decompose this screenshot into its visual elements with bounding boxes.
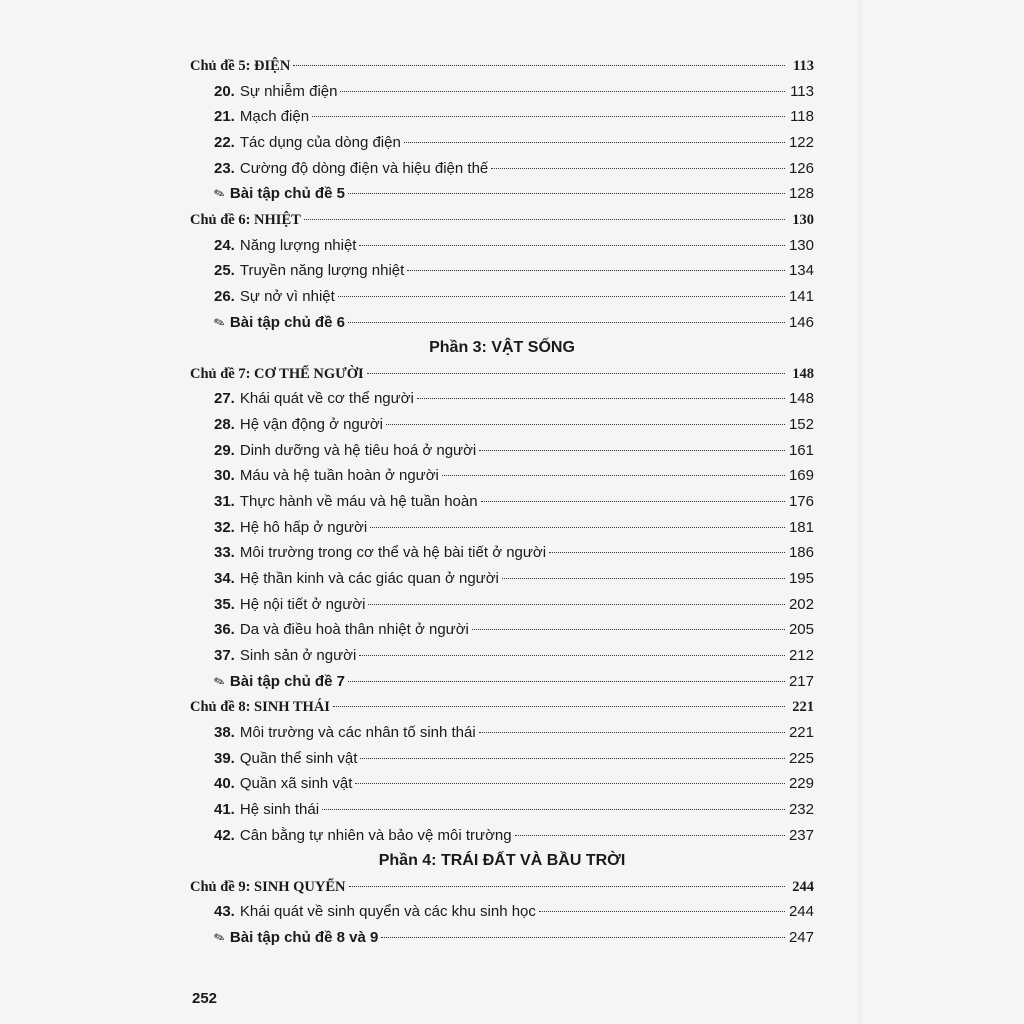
lesson-number: 34.: [214, 570, 235, 587]
dot-leader: [386, 423, 785, 425]
lesson-entry: [190, 542, 814, 564]
lesson-entry: [190, 260, 814, 282]
lesson-entry: [190, 568, 814, 590]
topic-entry: [190, 209, 814, 231]
lesson-entry: [190, 799, 814, 821]
lesson-entry: [190, 106, 814, 128]
dot-leader: [360, 757, 785, 759]
exercise-entry: [190, 312, 814, 334]
dot-leader: [338, 295, 785, 297]
entry-page-number: 244: [788, 903, 814, 920]
entry-title: Truyền năng lượng nhiệt: [239, 262, 405, 279]
topic-entry: [190, 55, 814, 77]
dot-leader: [349, 885, 786, 887]
entry-title: Quần xã sinh vật: [239, 775, 353, 792]
dot-leader: [539, 910, 785, 912]
dot-leader: [348, 321, 785, 323]
dot-leader: [442, 474, 785, 476]
dot-leader: [370, 526, 785, 528]
lesson-entry: [190, 594, 814, 616]
lesson-entry: [190, 901, 814, 923]
entry-page-number: 247: [788, 929, 814, 946]
dot-leader: [359, 654, 785, 656]
lesson-entry: [190, 491, 814, 513]
entry-page-number: 221: [788, 724, 814, 741]
entry-title: Hệ vận động ở người: [239, 416, 383, 433]
lesson-entry: [190, 748, 814, 770]
entry-title: Bài tập chủ đề 5: [229, 185, 345, 202]
entry-title: Bài tập chủ đề 8 và 9: [229, 929, 379, 946]
lesson-number: 33.: [214, 544, 235, 561]
dot-leader: [404, 141, 785, 143]
entry-page-number: 146: [788, 314, 814, 331]
entry-page-number: 141: [788, 288, 814, 305]
lesson-entry: [190, 517, 814, 539]
entry-title: Tác dụng của dòng điện: [239, 134, 401, 151]
entry-page-number: 161: [788, 442, 814, 459]
lesson-entry: [190, 619, 814, 641]
lesson-number: 39.: [214, 750, 235, 767]
lesson-number: 20.: [214, 83, 235, 100]
lesson-number: 38.: [214, 724, 235, 741]
pencil-icon: ✎: [211, 672, 227, 691]
topic-entry: [190, 696, 814, 718]
lesson-number: 25.: [214, 262, 235, 279]
pencil-icon: ✎: [211, 928, 227, 947]
lesson-number: 40.: [214, 775, 235, 792]
entry-page-number: 232: [788, 801, 814, 818]
entry-page-number: 221: [792, 699, 814, 715]
entry-title: Hệ hô hấp ở người: [239, 519, 368, 536]
dot-leader: [367, 372, 785, 374]
exercise-entry: [190, 671, 814, 693]
lesson-number: 22.: [214, 134, 235, 151]
entry-page-number: 229: [788, 775, 814, 792]
part-heading: Phần 4: TRÁI ĐẤT VÀ BẦU TRỜI: [378, 852, 626, 869]
lesson-entry: [190, 388, 814, 410]
entry-page-number: 169: [788, 467, 814, 484]
lesson-entry: [190, 773, 814, 795]
topic-entry: [190, 876, 814, 898]
entry-title: Sự nhiễm điện: [239, 83, 338, 100]
lesson-entry: [190, 825, 814, 847]
lesson-number: 37.: [214, 647, 235, 664]
dot-leader: [502, 577, 785, 579]
entry-title: Hệ sinh thái: [239, 801, 320, 818]
entry-page-number: 148: [788, 390, 814, 407]
dot-leader: [472, 628, 785, 630]
entry-title: Sinh sản ở người: [239, 647, 357, 664]
entry-page-number: 113: [790, 83, 814, 100]
entry-page-number: 148: [792, 366, 814, 382]
exercise-entry: [190, 183, 814, 205]
exercise-entry: [190, 927, 814, 949]
entry-title: Thực hành về máu và hệ tuần hoàn: [239, 493, 478, 510]
dot-leader: [491, 167, 785, 169]
entry-page-number: 205: [788, 621, 814, 638]
entry-title: Hệ nội tiết ở người: [239, 596, 366, 613]
lesson-entry: [190, 81, 814, 103]
lesson-number: 42.: [214, 827, 235, 844]
entry-page-number: 122: [788, 134, 814, 151]
entry-page-number: 237: [788, 827, 814, 844]
dot-leader: [322, 808, 785, 810]
dot-leader: [479, 449, 785, 451]
entry-title: Khái quát về sinh quyển và các khu sinh học: [239, 903, 536, 920]
entry-title: Bài tập chủ đề 6: [229, 314, 345, 331]
entry-title: Khái quát về cơ thể người: [239, 390, 414, 407]
lesson-entry: [190, 645, 814, 667]
lesson-number: 21.: [214, 108, 235, 125]
entry-page-number: 186: [788, 544, 814, 561]
entry-title: Môi trường trong cơ thể và hệ bài tiết ở người: [239, 544, 547, 561]
entry-page-number: 225: [788, 750, 814, 767]
lesson-number: 32.: [214, 519, 235, 536]
entry-page-number: 134: [788, 262, 814, 279]
entry-page-number: 130: [792, 212, 814, 228]
dot-leader: [381, 936, 785, 938]
dot-leader: [340, 90, 785, 92]
dot-leader: [407, 269, 785, 271]
entry-page-number: 113: [793, 58, 814, 74]
entry-page-number: 202: [788, 596, 814, 613]
part-heading: Phần 3: VẬT SỐNG: [429, 339, 575, 356]
lesson-number: 41.: [214, 801, 235, 818]
entry-page-number: 217: [788, 673, 814, 690]
entry-title: Năng lượng nhiệt: [239, 237, 357, 254]
lesson-entry: [190, 414, 814, 436]
dot-leader: [348, 680, 785, 682]
entry-page-number: 118: [790, 108, 814, 125]
entry-title: Chủ đề 8: SINH THÁI: [190, 699, 330, 715]
entry-title: Hệ thần kinh và các giác quan ở người: [239, 570, 499, 587]
entry-title: Chủ đề 6: NHIỆT: [190, 212, 301, 228]
dot-leader: [355, 782, 785, 784]
entry-title: Cân bằng tự nhiên và bảo vệ môi trường: [239, 827, 512, 844]
lesson-entry: [190, 465, 814, 487]
dot-leader: [368, 603, 785, 605]
lesson-number: 24.: [214, 237, 235, 254]
entry-title: Sự nở vì nhiệt: [239, 288, 335, 305]
dot-leader: [515, 834, 785, 836]
lesson-number: 35.: [214, 596, 235, 613]
lesson-number: 27.: [214, 390, 235, 407]
pencil-icon: ✎: [211, 313, 227, 332]
dot-leader: [312, 115, 785, 117]
entry-title: Chủ đề 9: SINH QUYỂN: [190, 879, 346, 895]
page-edge-shadow: [858, 0, 864, 1024]
dot-leader: [549, 551, 785, 553]
entry-title: Dinh dưỡng và hệ tiêu hoá ở người: [239, 442, 477, 459]
lesson-entry: [190, 286, 814, 308]
lesson-entry: [190, 440, 814, 462]
dot-leader: [479, 731, 785, 733]
lesson-entry: [190, 722, 814, 744]
entry-title: Da và điều hoà thân nhiệt ở người: [239, 621, 469, 638]
entry-page-number: 128: [788, 185, 814, 202]
lesson-number: 30.: [214, 467, 235, 484]
entry-title: Bài tập chủ đề 7: [229, 673, 345, 690]
entry-page-number: 176: [788, 493, 814, 510]
entry-title: Chủ đề 7: CƠ THỂ NGƯỜI: [190, 366, 364, 382]
dot-leader: [481, 500, 785, 502]
entry-page-number: 195: [788, 570, 814, 587]
topic-entry: [190, 363, 814, 385]
lesson-number: 29.: [214, 442, 235, 459]
lesson-entry: [190, 158, 814, 180]
entry-page-number: 212: [788, 647, 814, 664]
entry-page-number: 244: [792, 879, 814, 895]
entry-title: Mạch điện: [239, 108, 310, 125]
lesson-number: 31.: [214, 493, 235, 510]
dot-leader: [417, 397, 785, 399]
entry-page-number: 152: [788, 416, 814, 433]
lesson-number: 23.: [214, 160, 235, 177]
entry-page-number: 130: [788, 237, 814, 254]
entry-page-number: 181: [788, 519, 814, 536]
dot-leader: [348, 192, 785, 194]
entry-title: Chủ đề 5: ĐIỆN: [190, 58, 291, 74]
lesson-number: 36.: [214, 621, 235, 638]
lesson-entry: [190, 235, 814, 257]
dot-leader: [293, 64, 785, 66]
entry-title: Máu và hệ tuần hoàn ở người: [239, 467, 439, 484]
dot-leader: [359, 244, 785, 246]
lesson-number: 26.: [214, 288, 235, 305]
pencil-icon: ✎: [211, 184, 227, 203]
entry-title: Môi trường và các nhân tố sinh thái: [239, 724, 476, 741]
lesson-entry: [190, 132, 814, 154]
lesson-number: 43.: [214, 903, 235, 920]
lesson-number: 28.: [214, 416, 235, 433]
page-number: 252: [192, 990, 218, 1007]
entry-page-number: 126: [788, 160, 814, 177]
dot-leader: [304, 218, 785, 220]
entry-title: Cường độ dòng điện và hiệu điện thế: [239, 160, 489, 177]
entry-title: Quần thể sinh vật: [239, 750, 358, 767]
dot-leader: [333, 705, 785, 707]
